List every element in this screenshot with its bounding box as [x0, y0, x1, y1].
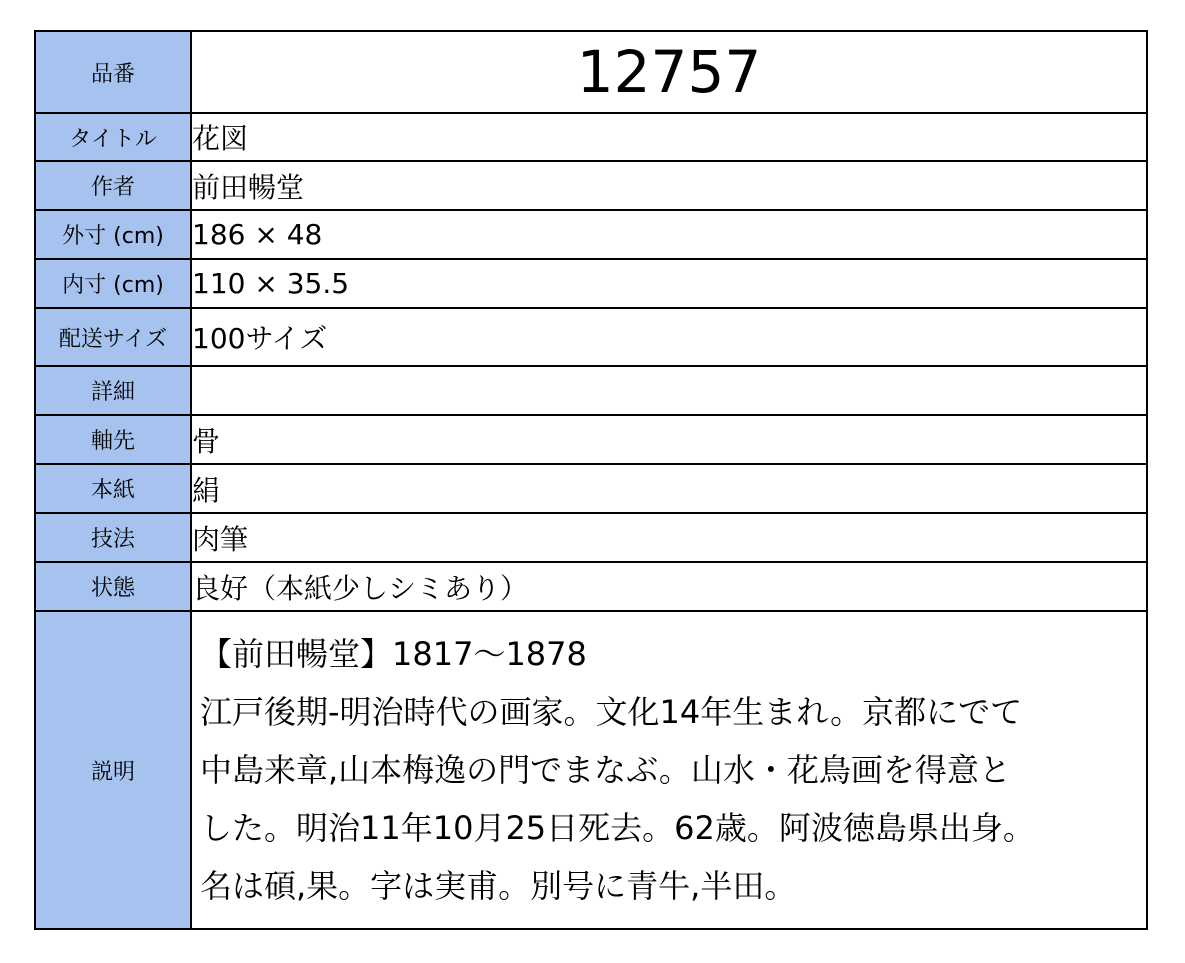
row-base-material [35, 464, 1147, 513]
label-outer-size: 外寸 (cm) [35, 210, 191, 259]
label-base-material: 本紙 [35, 464, 191, 513]
row-item-number [35, 31, 1147, 113]
description-line: 中島来章,山本梅逸の門でまなぶ。山水・花鳥画を得意と [200, 751, 1011, 789]
row-shipping-size [35, 308, 1147, 366]
value-roller-end: 骨 [191, 415, 1147, 464]
row-artist [35, 161, 1147, 210]
row-condition [35, 562, 1147, 611]
row-description [35, 611, 1147, 929]
row-technique [35, 513, 1147, 562]
label-condition: 状態 [35, 562, 191, 611]
value-shipping-size: 100サイズ [191, 308, 1147, 366]
row-inner-size [35, 259, 1147, 308]
value-details [191, 366, 1147, 415]
label-roller-end: 軸先 [35, 415, 191, 464]
row-outer-size [35, 210, 1147, 259]
label-shipping-size: 配送サイズ [35, 308, 191, 366]
row-title [35, 113, 1147, 161]
item-spec-table [34, 30, 1148, 930]
row-roller-end [35, 415, 1147, 464]
label-item-number: 品番 [35, 31, 191, 113]
label-artist: 作者 [35, 161, 191, 210]
value-item-number: 12757 [191, 31, 1147, 113]
label-technique: 技法 [35, 513, 191, 562]
value-description [191, 611, 1147, 929]
value-title: 花図 [191, 113, 1147, 161]
value-artist: 前田暢堂 [191, 161, 1147, 210]
value-condition: 良好（本紙少しシミあり） [191, 562, 1147, 611]
label-inner-size: 内寸 (cm) [35, 259, 191, 308]
description-line: した。明治11年10月25日死去。62歳。阿波徳島県出身。 [200, 809, 1035, 847]
row-details [35, 366, 1147, 415]
label-details: 詳細 [35, 366, 191, 415]
description-line: 江戸後期-明治時代の画家。文化14年生まれ。京都にでて [200, 693, 1023, 731]
description-line: 名は碩,果。字は実甫。別号に青牛,半田。 [200, 867, 797, 905]
label-title: タイトル [35, 113, 191, 161]
label-description: 説明 [35, 611, 191, 929]
value-base-material: 絹 [191, 464, 1147, 513]
value-outer-size: 186 × 48 [191, 210, 1147, 259]
value-inner-size: 110 × 35.5 [191, 259, 1147, 308]
description-line: 【前田暢堂】1817〜1878 [200, 635, 587, 673]
value-technique: 肉筆 [191, 513, 1147, 562]
